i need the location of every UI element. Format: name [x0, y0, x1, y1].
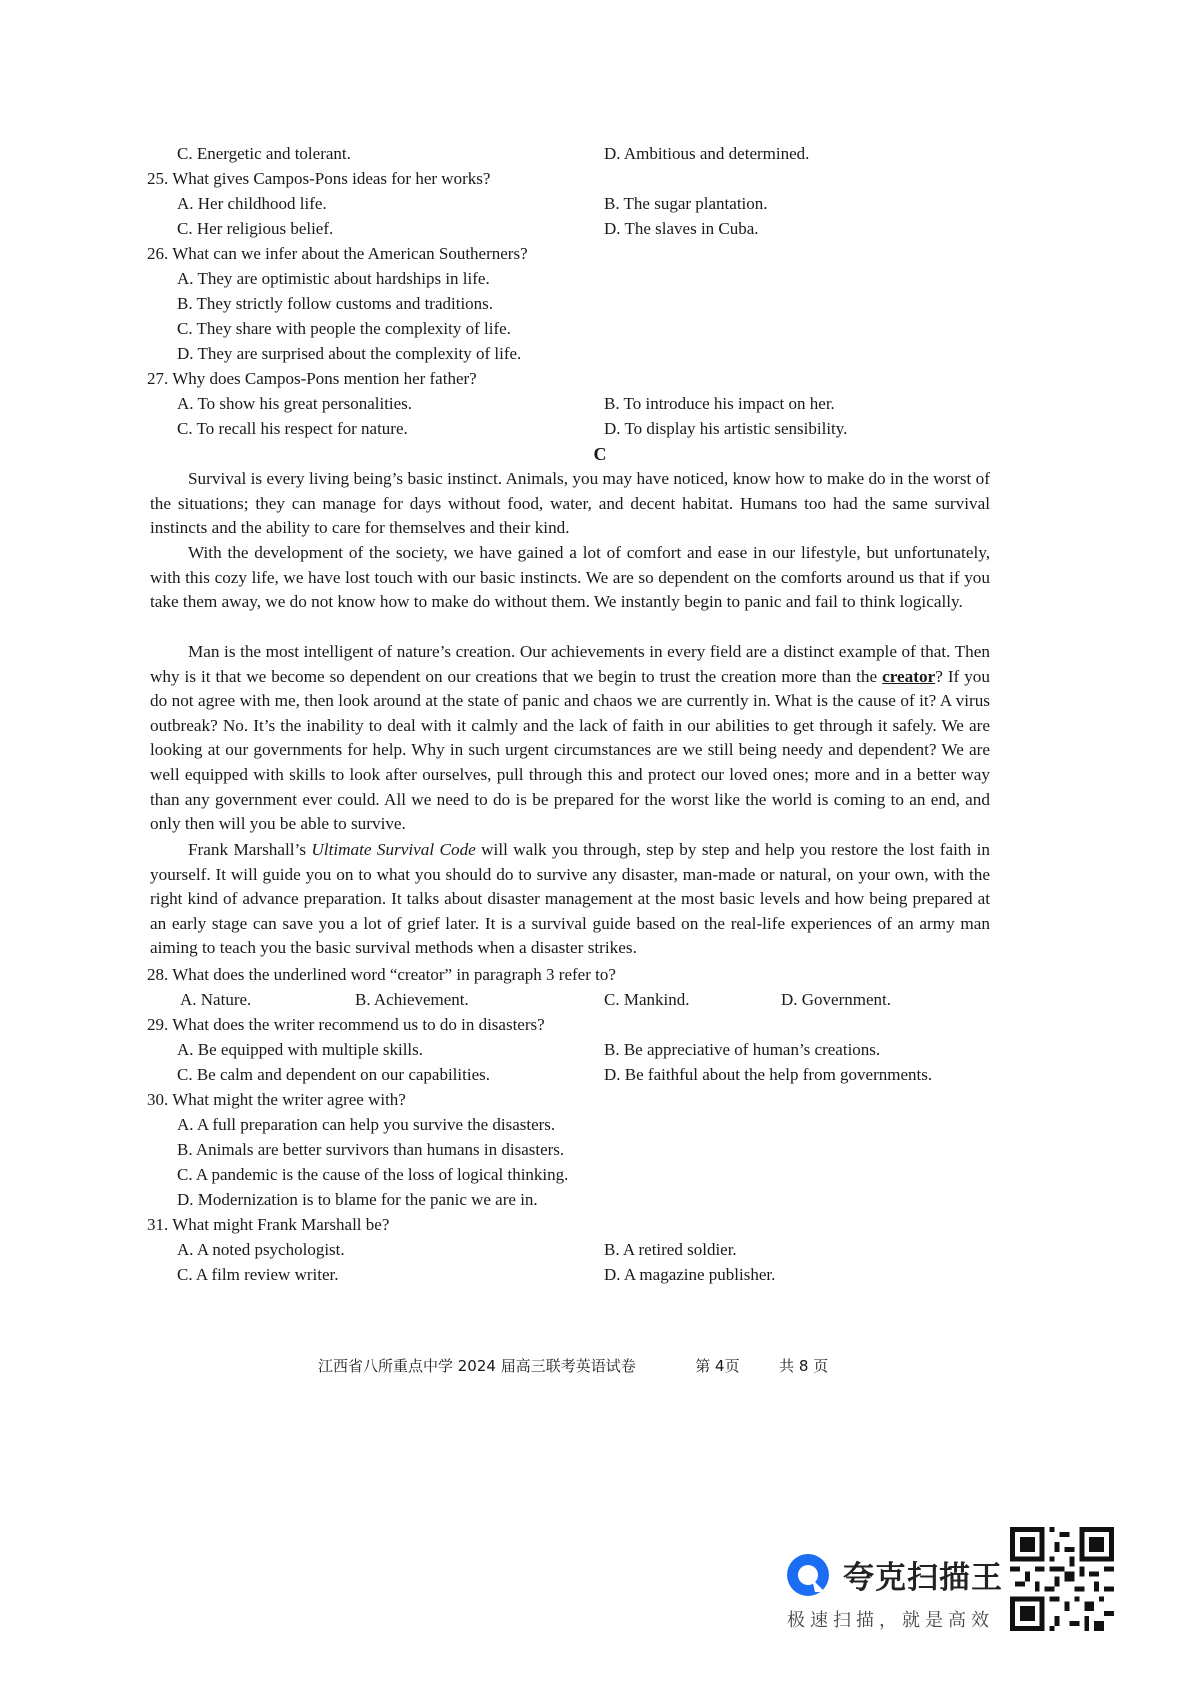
q24-option-c: C. Energetic and tolerant. — [177, 144, 351, 163]
p3-text-after: ? If you do not agree with me, then look around at the state of panic and chaos we are currently in. What is the cause of it? A virus outbreak? No. It’s the inability to deal with it calmly and the lack of faith in our abilities to get through it safely. We are looking at our governments for help. Why in such urgent circumstances are we still being needy and dependent? We are well equipped with skills to look after ourselves, pull through this and protect our loved ones; more and in a better way than any government ever could. All we need to do is be prepared for the worst like the world is coming to an end, and only then will you be able to survive. — [150, 666, 990, 834]
q31-stem: 31. What might Frank Marshall be? — [147, 1215, 390, 1234]
q29-option-c: C. Be calm and dependent on our capabilities. — [177, 1065, 490, 1084]
q24-option-d: D. Ambitious and determined. — [604, 144, 810, 163]
q31-option-d: D. A magazine publisher. — [604, 1265, 776, 1284]
footer-page-number: 第 4页 — [695, 1357, 740, 1375]
p3-text-before: Man is the most intelligent of nature’s creation. Our achievements in every field are a distinct example of that. Then why is it that we become so dependent on our creations that we begin to trust the creation more than the — [150, 642, 990, 686]
q30-option-c: C. A pandemic is the cause of the loss of logical thinking. — [177, 1165, 569, 1184]
q28-option-b: B. Achievement. — [355, 990, 469, 1009]
q29-stem: 29. What does the writer recommend us to do in disasters? — [147, 1015, 545, 1034]
p4-text-before: Frank Marshall’s — [188, 840, 312, 859]
q25-option-b: B. The sugar plantation. — [604, 194, 768, 213]
q31-option-c: C. A film review writer. — [177, 1265, 339, 1284]
q25-option-d: D. The slaves in Cuba. — [604, 219, 759, 238]
page-footer — [318, 1356, 828, 1376]
q27-option-d: D. To display his artistic sensibility. — [604, 419, 848, 438]
q29-option-a: A. Be equipped with multiple skills. — [177, 1040, 424, 1059]
footer-exam-title: 江西省八所重点中学 2024 届高三联考英语试卷 — [318, 1357, 636, 1375]
q31-option-b: B. A retired soldier. — [604, 1240, 737, 1259]
passage-paragraph-4 — [150, 838, 990, 961]
passage-paragraph-2: With the development of the society, we have gained a lot of comfort and ease in our lifestyle, but unfortunately, with this cozy life, we have lost touch with our basic instincts. We are so dependent on the comforts around us that if you take them away, we do not know how to make do without them. We instantly begin to panic and fail to think logically. — [150, 543, 990, 612]
book-title: Ultimate Survival Code — [311, 840, 476, 859]
q26-option-c: C. They share with people the complexity of life. — [177, 319, 511, 338]
q27-stem: 27. Why does Campos-Pons mention her father? — [147, 369, 477, 388]
q28-option-c: C. Mankind. — [604, 990, 690, 1009]
q25-option-a: A. Her childhood life. — [177, 194, 327, 213]
q28-option-a: A. Nature. — [180, 990, 252, 1009]
q31-option-a: A. A noted psychologist. — [177, 1240, 345, 1259]
q28-stem: 28. What does the underlined word “creator” in paragraph 3 refer to? — [147, 965, 616, 984]
q25-option-c: C. Her religious belief. — [177, 219, 334, 238]
footer-page-total: 共 8 页 — [779, 1357, 829, 1375]
q30-option-b: B. Animals are better survivors than humans in disasters. — [177, 1140, 565, 1159]
quark-logo-icon — [785, 1552, 831, 1598]
q26-option-b: B. They strictly follow customs and traditions. — [177, 294, 494, 313]
q26-stem: 26. What can we infer about the American Southerners? — [147, 244, 528, 263]
q27-option-a: A. To show his great personalities. — [177, 394, 413, 413]
section-heading: C — [593, 444, 607, 464]
watermark-title: 夸克扫描王 — [843, 1560, 1003, 1596]
p4-text-after: will walk you through, step by step and help you restore the lost faith in yourself. It will guide you on to what you should do to survive any disaster, man-made or natural, on your own, with the right kind of advance preparation. It talks about disaster management at the most basic levels and how being prepared at an early stage can save you a lot of grief later. It is a survival guide based on the real-life experiences of an army man aiming to teach you the basic survival methods when a disaster strikes. — [150, 840, 990, 958]
passage-paragraph-3 — [150, 640, 990, 837]
watermark-slogan: 极速扫描，就是高效 — [787, 1610, 994, 1631]
q26-option-d: D. They are surprised about the complexity of life. — [177, 344, 522, 363]
q27-option-b: B. To introduce his impact on her. — [604, 394, 835, 413]
q30-option-d: D. Modernization is to blame for the panic we are in. — [177, 1190, 538, 1209]
q30-stem: 30. What might the writer agree with? — [147, 1090, 406, 1109]
q29-option-b: B. Be appreciative of human’s creations. — [604, 1040, 881, 1059]
qr-code-icon — [1010, 1527, 1114, 1631]
q30-option-a: A. A full preparation can help you survive the disasters. — [177, 1115, 556, 1134]
q27-option-c: C. To recall his respect for nature. — [177, 419, 408, 438]
passage-paragraph-1: Survival is every living being’s basic instinct. Animals, you may have noticed, know how to make do in the worst of the situations; they can manage for days without food, water, and decent habitat. Humans too had the same survival instincts and the ability to care for themselves and their kind. — [150, 469, 990, 538]
q26-option-a: A. They are optimistic about hardships in life. — [177, 269, 490, 288]
q25-stem: 25. What gives Campos-Pons ideas for her works? — [147, 169, 491, 188]
underlined-word-creator: creator — [882, 666, 936, 686]
q28-option-d: D. Government. — [781, 990, 892, 1009]
q29-option-d: D. Be faithful about the help from governments. — [604, 1065, 933, 1084]
